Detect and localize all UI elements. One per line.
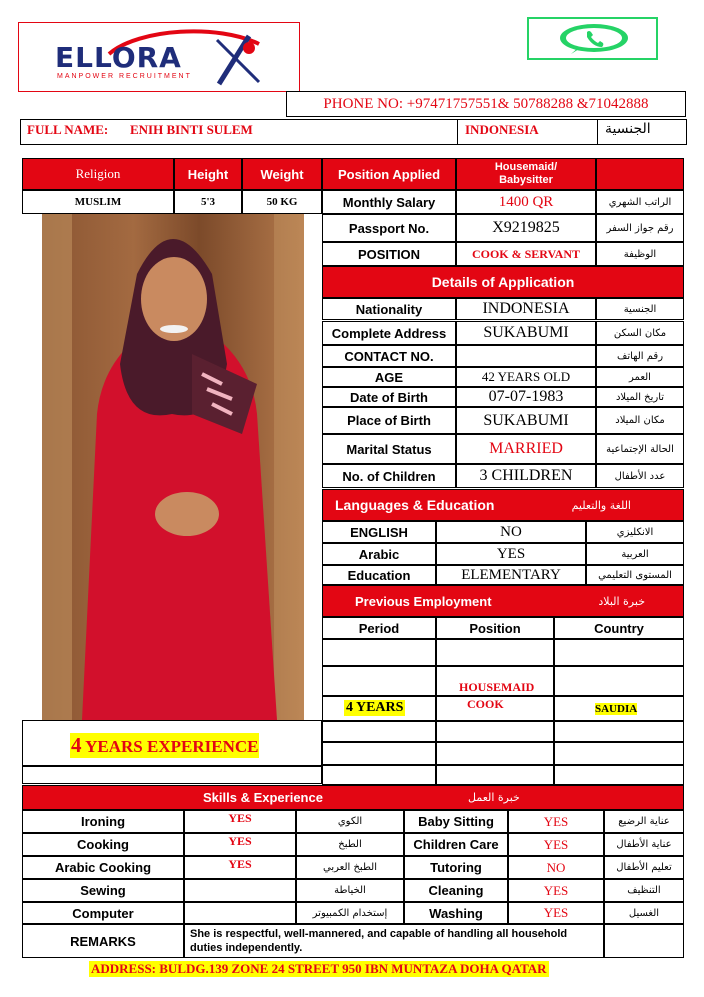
language-label: Education xyxy=(322,565,436,585)
address-footer: ADDRESS: BULDG.139 ZONE 24 STREET 950 IBN MUNTAZA DOHA QATAR xyxy=(91,961,547,976)
candidate-figure-icon xyxy=(42,214,304,720)
details-value: SUKABUMI xyxy=(456,407,596,434)
phone-number: PHONE NO: +97471757551& 50788288 &71042888 xyxy=(286,91,686,117)
languages-header xyxy=(322,489,684,521)
skill-ar-right: تعليم الأطفال xyxy=(604,856,684,879)
details-ar: رقم الهاتف xyxy=(596,345,684,367)
details-ar: العمر xyxy=(596,367,684,387)
salary-value: 1400 QR xyxy=(456,190,596,214)
whatsapp-icon xyxy=(557,23,631,55)
skill-label-right: Tutoring xyxy=(404,856,508,879)
skill-label-right: Washing xyxy=(404,902,508,924)
skill-ar: إستخدام الكمبيوتر xyxy=(296,902,404,924)
details-ar: الجنسية xyxy=(596,298,684,320)
details-ar: الحالة الإجتماعية xyxy=(596,434,684,464)
employment-cell xyxy=(322,765,436,785)
details-value: 42 YEARS OLD xyxy=(456,367,596,387)
weight-value: 50 KG xyxy=(242,190,322,214)
language-value: NO xyxy=(436,521,586,543)
religion-header: Religion xyxy=(22,158,174,190)
passport-value: X9219825 xyxy=(456,214,596,242)
name-divider-2 xyxy=(597,119,598,145)
position-applied-header: Position Applied xyxy=(322,158,456,190)
skill-ar: الطبخ العربي xyxy=(296,856,404,879)
employment-cell xyxy=(436,765,554,785)
salary-label: Monthly Salary xyxy=(322,190,456,214)
employment-cell xyxy=(436,742,554,765)
nationality-top-ar: الجنسية xyxy=(605,121,651,137)
position-applied-empty xyxy=(596,158,684,190)
details-ar: مكان الميلاد xyxy=(596,407,684,434)
details-value: 07-07-1983 xyxy=(456,387,596,407)
language-value: ELEMENTARY xyxy=(436,565,586,585)
skill-value-right: YES xyxy=(508,833,604,856)
skill-value xyxy=(184,879,296,902)
weight-header: Weight xyxy=(242,158,322,190)
candidate-photo xyxy=(42,214,304,720)
experience-number: 4 xyxy=(71,733,82,757)
language-value: YES xyxy=(436,543,586,565)
details-label: Nationality xyxy=(322,298,456,320)
skill-ar-right: عناية الأطفال xyxy=(604,833,684,856)
skill-ar-right: الغسيل xyxy=(604,902,684,924)
logo-brand: ELLORA xyxy=(55,41,182,74)
skill-label: Sewing xyxy=(22,879,184,902)
logo-box xyxy=(18,22,300,92)
skill-value-right: NO xyxy=(508,856,604,879)
employment-cell xyxy=(554,742,684,765)
employment-cell xyxy=(554,721,684,742)
passport-label: Passport No. xyxy=(322,214,456,242)
experience-bottom-row xyxy=(22,766,322,784)
skill-ar: الكوي xyxy=(296,810,404,833)
details-label: AGE xyxy=(322,367,456,387)
details-ar: مكان السكن xyxy=(596,321,684,345)
position-applied-value: Housemaid/ Babysitter xyxy=(456,158,596,190)
position-header: Position xyxy=(436,617,554,639)
languages-title-ar: اللغة والتعليم xyxy=(571,498,631,512)
languages-title: Languages & Education xyxy=(335,497,495,513)
skill-ar-right: عناية الرضيع xyxy=(604,810,684,833)
details-value: INDONESIA xyxy=(456,298,596,320)
position-value: COOK & SERVANT xyxy=(456,242,596,266)
language-ar: العربية xyxy=(586,543,684,565)
experience-text: YEARS EXPERIENCE xyxy=(85,737,259,756)
details-ar: تاريخ الميلاد xyxy=(596,387,684,407)
skill-value-right: YES xyxy=(508,879,604,902)
skill-value xyxy=(184,902,296,924)
period-header: Period xyxy=(322,617,436,639)
position-label: POSITION xyxy=(322,242,456,266)
employment-cell xyxy=(322,666,436,696)
details-label: No. of Children xyxy=(322,464,456,488)
details-label: Complete Address xyxy=(322,321,456,345)
details-value xyxy=(456,345,596,367)
skill-ar: الطبخ xyxy=(296,833,404,856)
full-name-row xyxy=(20,119,687,145)
whatsapp-box[interactable] xyxy=(527,17,658,60)
details-value: SUKABUMI xyxy=(456,321,596,345)
language-label: Arabic xyxy=(322,543,436,565)
skill-value: YES xyxy=(184,856,296,879)
skill-label: Arabic Cooking xyxy=(22,856,184,879)
employment-cell xyxy=(322,721,436,742)
skill-value-right: YES xyxy=(508,902,604,924)
details-label: Marital Status xyxy=(322,434,456,464)
remarks-label: REMARKS xyxy=(22,924,184,958)
skill-value: YES xyxy=(184,810,296,833)
details-value: MARRIED xyxy=(456,434,596,464)
skill-label-right: Baby Sitting xyxy=(404,810,508,833)
full-name-label: FULL NAME: xyxy=(27,122,109,137)
employment-cell xyxy=(554,639,684,666)
skills-header xyxy=(22,785,684,810)
position-ar: الوظيفة xyxy=(596,242,684,266)
skills-title: Skills & Experience xyxy=(203,790,323,805)
remarks-empty xyxy=(604,924,684,958)
details-label: CONTACT NO. xyxy=(322,345,456,367)
employment-cell xyxy=(554,666,684,696)
skill-label: Cooking xyxy=(22,833,184,856)
employment-cell xyxy=(436,721,554,742)
details-label: Date of Birth xyxy=(322,387,456,407)
details-title: Details of Application xyxy=(322,266,684,298)
employment-period: 4 YEARS xyxy=(346,700,404,715)
employment-position-2: COOK xyxy=(467,697,504,711)
skill-value-right: YES xyxy=(508,810,604,833)
language-label: ENGLISH xyxy=(322,521,436,543)
employment-country: SAUDIA xyxy=(595,703,638,715)
employment-cell xyxy=(322,742,436,765)
skill-label-right: Cleaning xyxy=(404,879,508,902)
skill-label-right: Children Care xyxy=(404,833,508,856)
employment-cell xyxy=(322,639,436,666)
salary-ar: الراتب الشهري xyxy=(596,190,684,214)
skill-value: YES xyxy=(184,833,296,856)
passport-ar: رقم جواز السفر xyxy=(596,214,684,242)
details-value: 3 CHILDREN xyxy=(456,464,596,488)
skill-ar-right: التنظيف xyxy=(604,879,684,902)
full-name-value: ENIH BINTI SULEM xyxy=(130,122,253,137)
nationality-top: INDONESIA xyxy=(465,122,539,137)
name-divider xyxy=(457,119,458,145)
employment-cell xyxy=(436,639,554,666)
details-label: Place of Birth xyxy=(322,407,456,434)
employment-title-ar: خبرة البلاد xyxy=(598,594,645,608)
height-header: Height xyxy=(174,158,242,190)
remarks-text: She is respectful, well-mannered, and capable of handling all household duties independently. xyxy=(184,924,604,958)
employment-cell xyxy=(554,765,684,785)
skill-label: Computer xyxy=(22,902,184,924)
employment-position-1: HOUSEMAID xyxy=(459,680,535,694)
country-header: Country xyxy=(554,617,684,639)
language-ar: الانكليزي xyxy=(586,521,684,543)
employment-header xyxy=(322,585,684,617)
height-value: 5'3 xyxy=(174,190,242,214)
skill-label: Ironing xyxy=(22,810,184,833)
logo-tagline: MANPOWER RECRUITMENT xyxy=(57,73,192,80)
details-ar: عدد الأطفال xyxy=(596,464,684,488)
experience-banner xyxy=(70,733,259,758)
language-ar: المستوى التعليمي xyxy=(586,565,684,585)
skill-ar: الخياطة xyxy=(296,879,404,902)
religion-value: MUSLIM xyxy=(22,190,174,214)
skills-title-ar: خبرة العمل xyxy=(468,791,520,804)
employment-title: Previous Employment xyxy=(355,593,492,609)
